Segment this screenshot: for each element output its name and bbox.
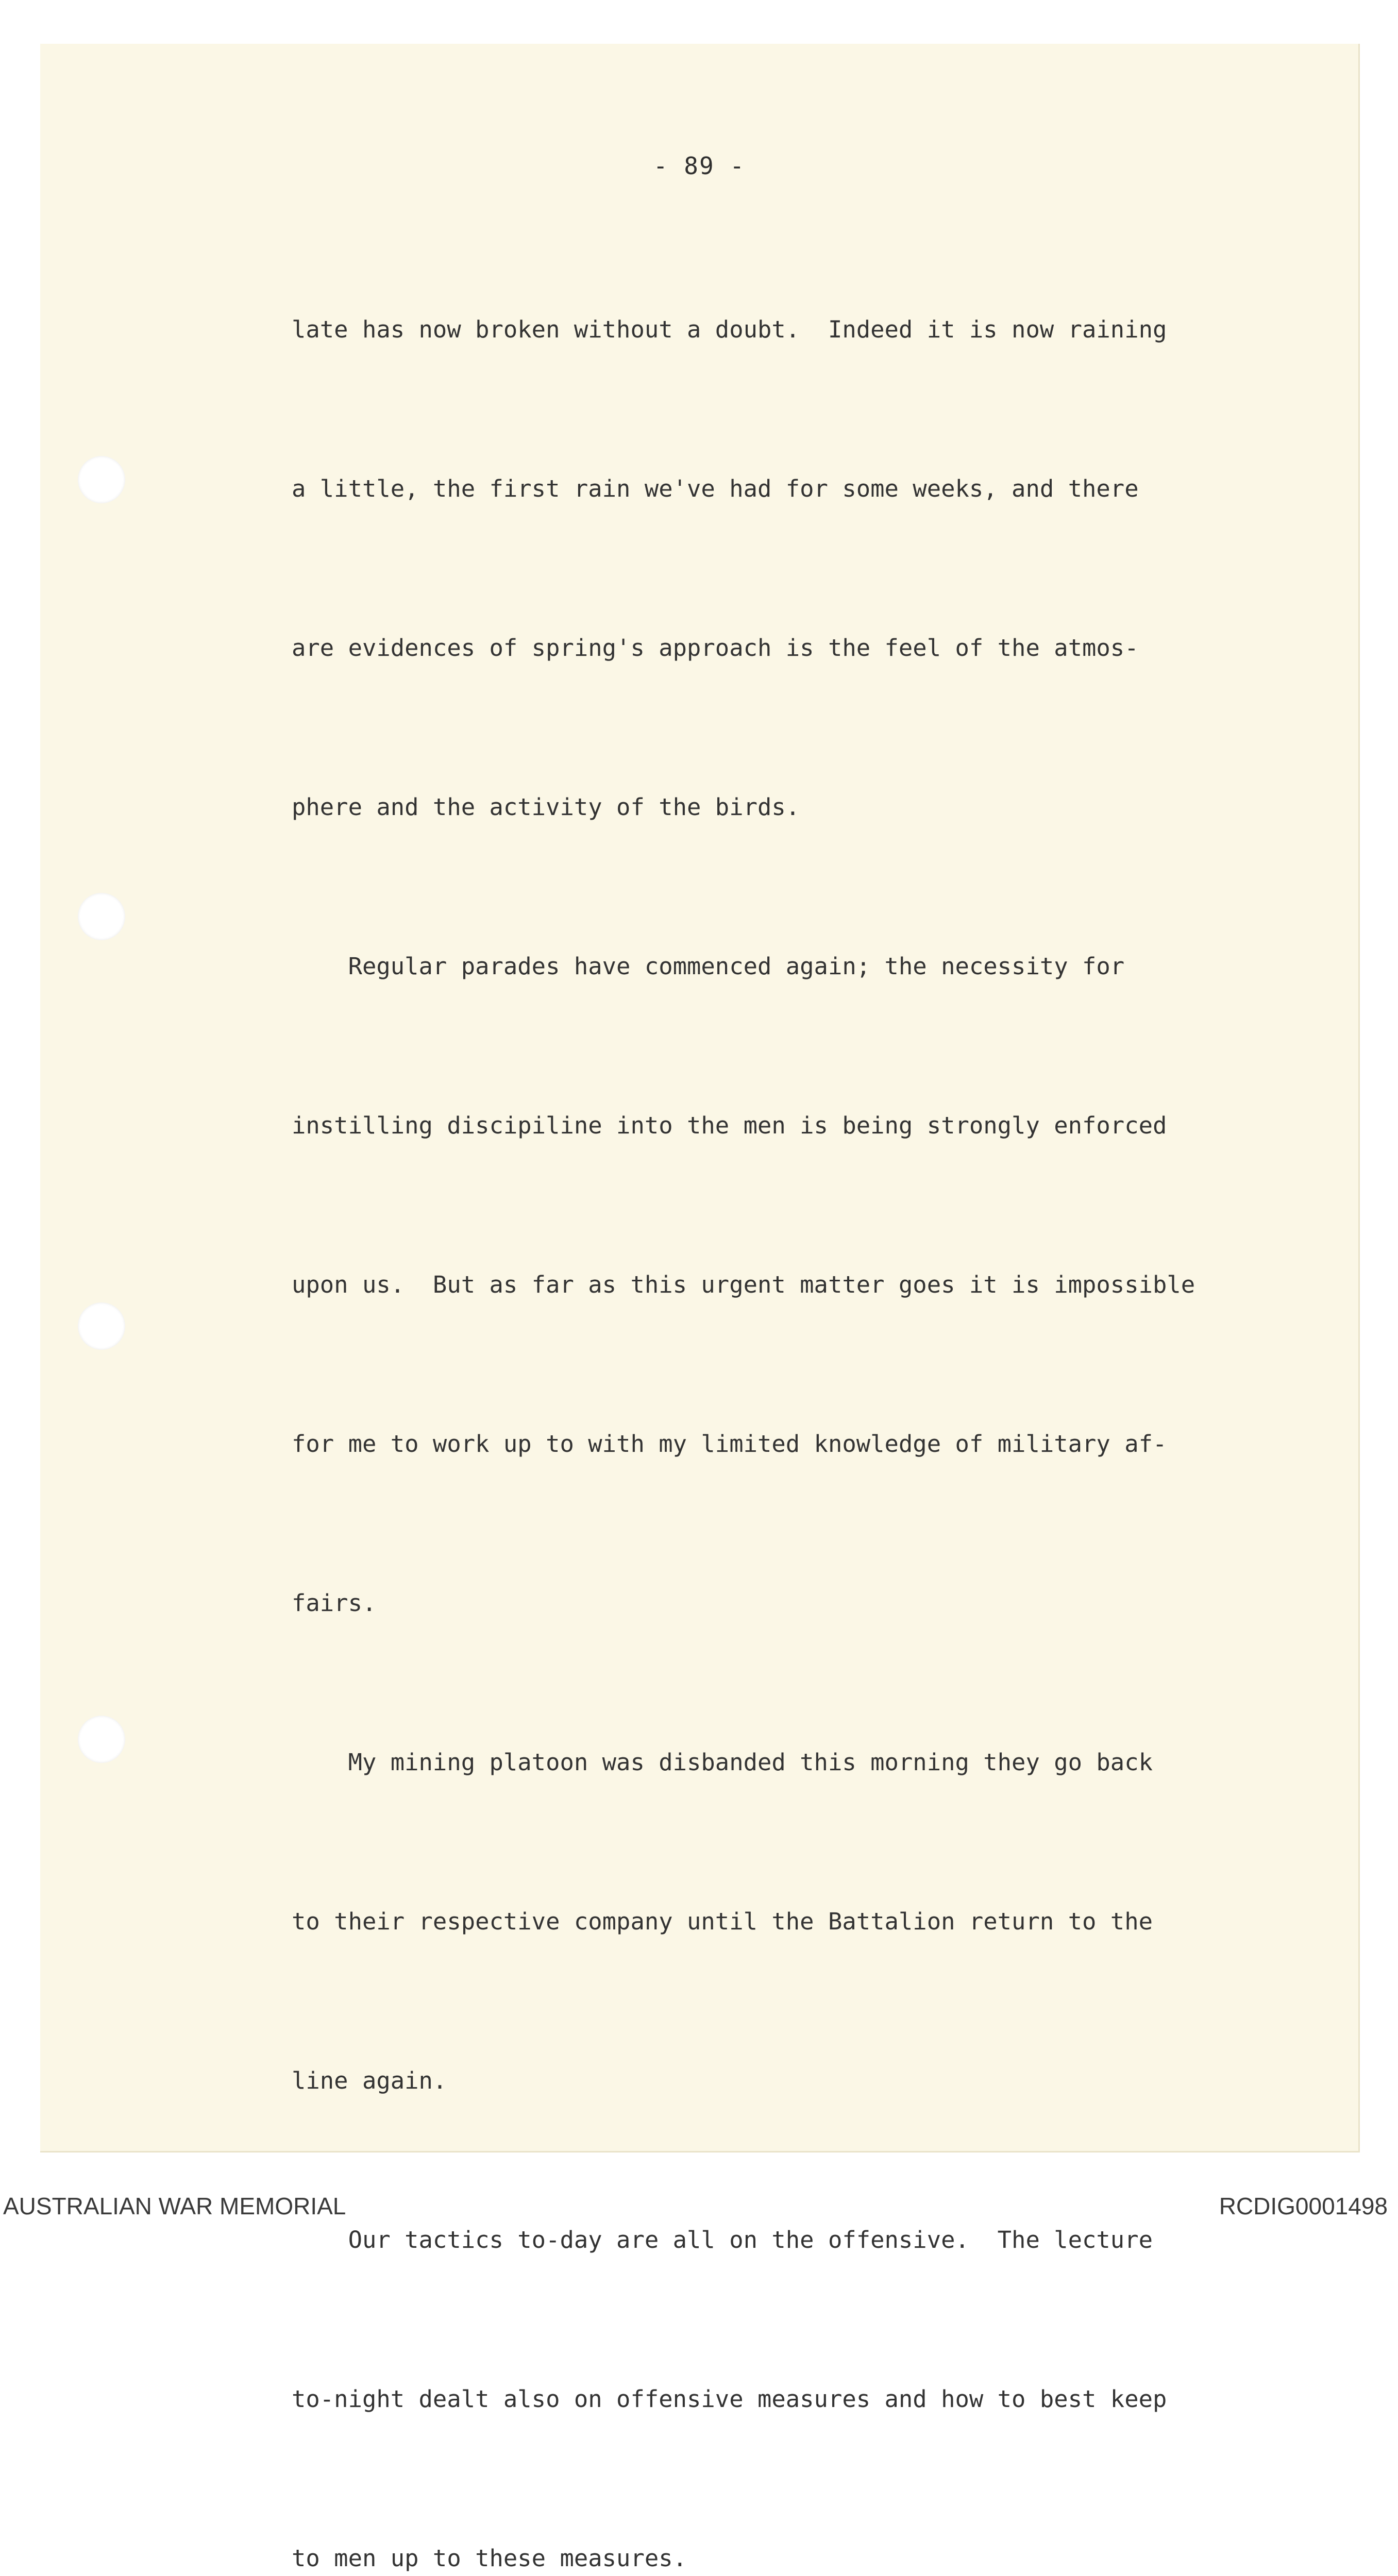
text-line: late has now broken without a doubt. Indeed it is now raining xyxy=(292,316,1167,343)
text-line: Our tactics to-day are all on the offensive. The lecture xyxy=(292,2226,1153,2253)
text-line: My mining platoon was disbanded this morning they go back xyxy=(292,1749,1153,1776)
text-line: line again. xyxy=(292,2067,447,2094)
punch-hole xyxy=(78,456,125,503)
text-line: phere and the activity of the birds. xyxy=(292,793,800,821)
punch-hole xyxy=(78,1302,125,1350)
text-line: to-night dealt also on offensive measures and how to best keep xyxy=(292,2385,1167,2413)
text-line: upon us. But as far as this urgent matter goes it is impossible xyxy=(292,1271,1195,1298)
text-line: to men up to these measures. xyxy=(292,2545,687,2572)
punch-hole xyxy=(78,893,125,940)
text-line: Regular parades have commenced again; the necessity for xyxy=(292,953,1125,980)
diary-text xyxy=(292,197,1348,2576)
text-line: instilling discipiline into the men is being strongly enforced xyxy=(292,1112,1167,1139)
text-line: are evidences of spring's approach is the feel of the atmos- xyxy=(292,634,1139,662)
text-line: fairs. xyxy=(292,1589,377,1617)
footer-reference: RCDIG0001498 xyxy=(1219,2193,1388,2219)
text-line: a little, the first rain we've had for some weeks, and there xyxy=(292,475,1139,502)
page-number: - 89 - xyxy=(653,152,746,180)
punch-hole xyxy=(78,1716,125,1763)
text-line: for me to work up to with my limited knowledge of military af- xyxy=(292,1430,1167,1458)
footer-credit: AUSTRALIAN WAR MEMORIAL xyxy=(3,2193,346,2219)
text-line: to their respective company until the Battalion return to the xyxy=(292,1908,1153,1935)
